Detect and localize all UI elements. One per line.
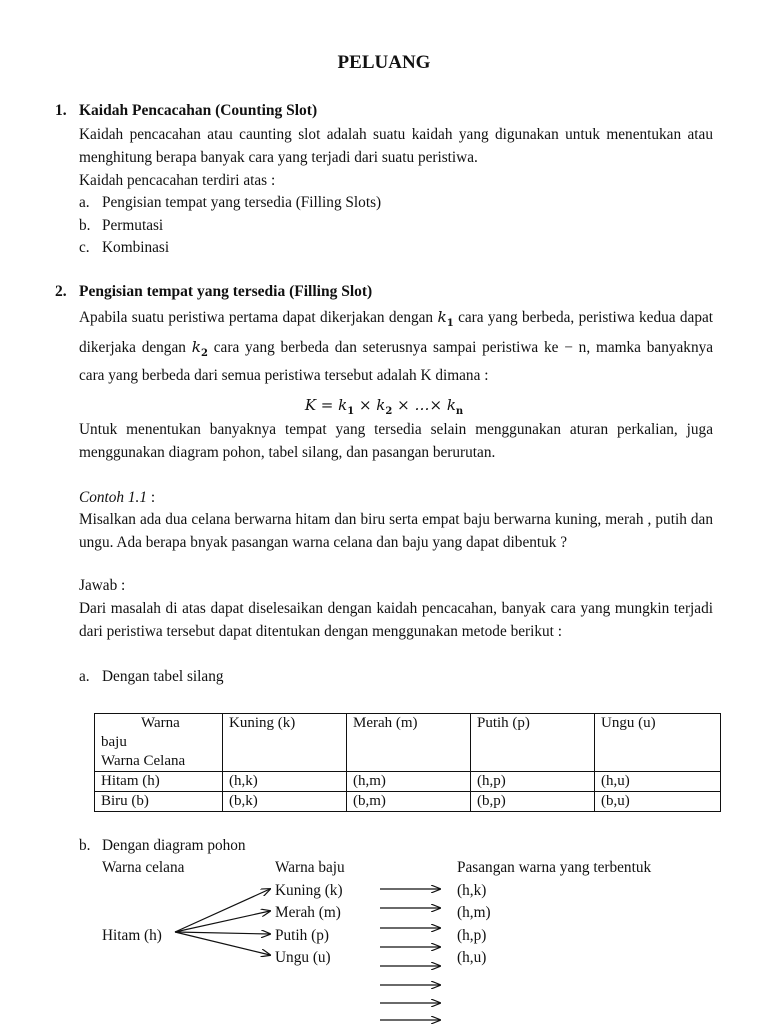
formula: $K = k_1 \times k_2$ × …× $k_n$	[304, 396, 464, 417]
branch-arrow	[175, 911, 270, 932]
tree-pair: (h,m)	[457, 904, 491, 921]
section-2-paragraph-2: Untuk menentukan banyaknya tempat yang tersedia selain menggunakan aturan perkalian, juga menggunakan diagram pohon, tabel silang, dan pasangan berurutan.	[79, 421, 713, 461]
table-cell: (b,k)	[223, 792, 347, 812]
method-a: a. Dengan tabel silang	[79, 668, 224, 685]
section-1-number: 1.	[55, 102, 67, 119]
table-corner-cell: Warna baju Warna Celana	[95, 714, 223, 772]
tree-header-baju: Warna baju	[275, 859, 345, 876]
tree-pair: (h,k)	[457, 882, 487, 899]
tree-pair: (h,p)	[457, 927, 487, 944]
table-cell: (b,p)	[471, 792, 595, 812]
tree-branch: Putih (p)	[275, 927, 329, 944]
table-header: Kuning (k)	[223, 714, 347, 772]
tree-header-celana: Warna celana	[102, 859, 185, 876]
tree-branch: Kuning (k)	[275, 882, 343, 899]
page-title: PELUANG	[337, 52, 431, 73]
list-item: b. Permutasi	[79, 217, 164, 234]
section-2-number: 2.	[55, 283, 67, 300]
row-label: Biru (b)	[95, 792, 223, 812]
example-problem: Misalkan ada dua celana berwarna hitam dan biru serta empat baju berwarna kuning, merah , putih dan ungu. Ada berapa bnyak pasangan warna celana dan baju yang dapat dibentuk ?	[79, 511, 713, 551]
row-label: Hitam (h)	[95, 772, 223, 792]
method-b: b. Dengan diagram pohon	[79, 837, 246, 854]
branch-arrow	[175, 889, 270, 932]
table-cell: (h,m)	[347, 772, 471, 792]
answer-paragraph: Dari masalah di atas dapat diselesaikan dengan kaidah pencacahan, banyak cara yang mungkin terjadi dari peristiwa tersebut dapat ditentukan dengan menggunakan metode berikut :	[79, 600, 713, 640]
table-cell: (h,p)	[471, 772, 595, 792]
section-1-intro: Kaidah pencacahan terdiri atas :	[79, 172, 276, 189]
table-cell: (b,u)	[595, 792, 721, 812]
tree-branch: Merah (m)	[275, 904, 341, 921]
k1-symbol: $k_1$	[437, 308, 454, 330]
list-item: c. Kombinasi	[79, 239, 170, 256]
branch-arrow	[175, 932, 270, 955]
table-header: Merah (m)	[347, 714, 471, 772]
table-cell: (b,m)	[347, 792, 471, 812]
section-1-title: Kaidah Pencacahan (Counting Slot)	[79, 102, 318, 119]
answer-label: Jawab :	[79, 577, 126, 594]
table-header: Putih (p)	[471, 714, 595, 772]
example-label: Contoh 1.1 :	[79, 489, 156, 506]
table-cell: (h,u)	[595, 772, 721, 792]
section-2-paragraph: Apabila suatu peristiwa pertama dapat dikerjakan dengan $k_1$ cara yang berbeda, peristiwa kedua dapat dikerjaka dengan $k_2$ cara yang berbeda dan seterusnya sampai peristiwa ke − n, mamka banyaknya cara yang berbeda dari semua peristiwa tersebut adalah K dimana :	[79, 308, 714, 385]
tree-header-pasangan: Pasangan warna yang terbentuk	[457, 859, 652, 876]
section-1-paragraph: Kaidah pencacahan atau caunting slot adalah suatu kaidah yang digunakan untuk menentukan atau menghitung berapa banyak cara yang terjadi dari suatu peristiwa.	[79, 126, 713, 166]
branch-arrow	[175, 932, 270, 934]
table-header: Ungu (u)	[595, 714, 721, 772]
tree-root: Hitam (h)	[102, 927, 162, 944]
section-2-title: Pengisian tempat yang tersedia (Filling Slot)	[79, 283, 373, 300]
tree-branch: Ungu (u)	[275, 949, 331, 966]
k2-symbol: $k_2$	[191, 337, 208, 359]
tree-pair: (h,u)	[457, 949, 487, 966]
table-cell: (h,k)	[223, 772, 347, 792]
list-item: a. Pengisian tempat yang tersedia (Filling Slots)	[79, 194, 382, 211]
